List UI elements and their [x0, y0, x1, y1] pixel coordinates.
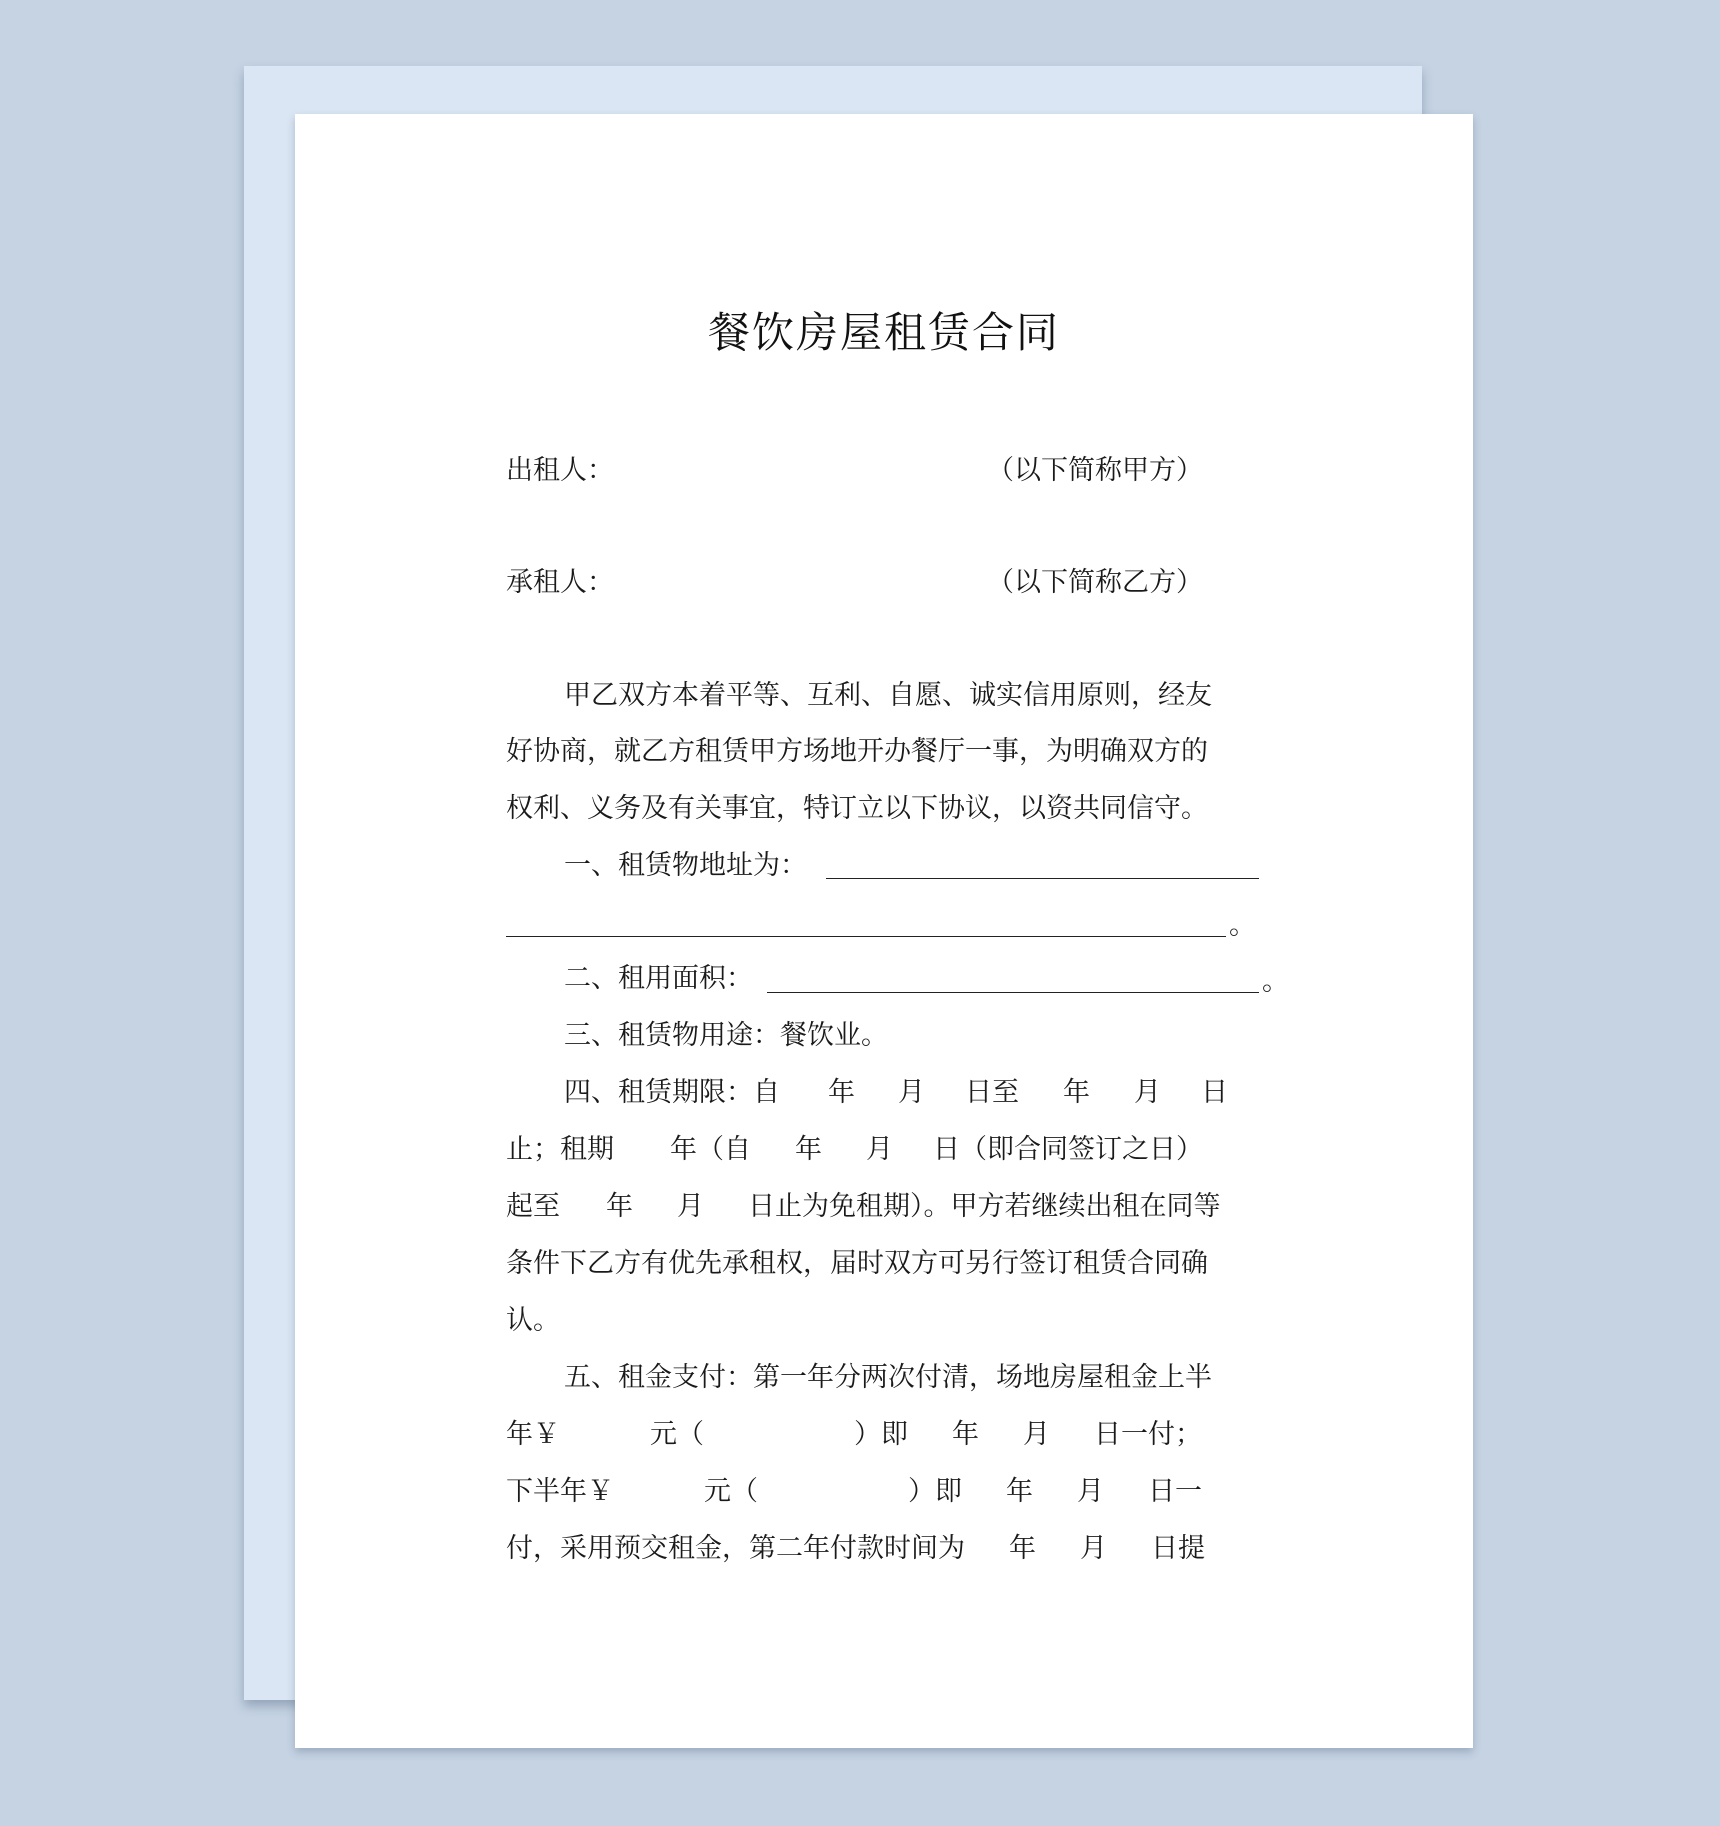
clause5-l3-f: 日一: [1148, 1476, 1202, 1507]
clause4-line-4: 条件下乙方有优先承租权，届时双方可另行签订租赁合同确: [506, 1248, 1208, 1279]
clause5-l3-c: ）即: [908, 1476, 962, 1507]
clause5-line-1: 五、租金支付：第一年分两次付清，场地房屋租金上半: [564, 1362, 1212, 1393]
clause4-line-3: [506, 1193, 1221, 1220]
clause4-l2-e: 日（即合同签订之日）: [933, 1134, 1203, 1165]
clause4-l3-b: 年: [606, 1191, 633, 1222]
clause5-l3-d: 年: [1006, 1476, 1033, 1507]
clause4-l2-a: 止；租期: [506, 1134, 614, 1165]
clause4-line-5: 认。: [506, 1305, 560, 1336]
area-field[interactable]: [767, 992, 1259, 993]
intro-line-1: 甲乙双方本着平等、互利、自愿、诚实信用原则，经友: [564, 680, 1212, 711]
lessor-label: 出租人：: [506, 455, 614, 486]
clause4-l1-d: 日至: [965, 1077, 1019, 1108]
document-title: 餐饮房屋租赁合同: [707, 308, 1060, 357]
address-field-1[interactable]: [826, 878, 1259, 879]
clause4-l1-a: 四、租赁期限：自: [564, 1077, 780, 1108]
clause5-l4-c: 月: [1080, 1533, 1107, 1564]
clause2-end: 。: [1262, 966, 1289, 997]
clause3-text: 三、租赁物用途：餐饮业。: [564, 1020, 888, 1051]
intro-line-3: 权利、义务及有关事宜，特订立以下协议，以资共同信守。: [506, 793, 1208, 824]
clause4-l3-c: 月: [677, 1191, 704, 1222]
clause5-line-4: [506, 1535, 1205, 1562]
clause1-label: 一、租赁物地址为：: [564, 850, 807, 881]
clause5-l4-d: 日提: [1151, 1533, 1205, 1564]
clause4-line-2: [506, 1136, 1203, 1163]
clause5-l4-a: 付，采用预交租金，第二年付款时间为: [506, 1533, 965, 1564]
clause4-l1-f: 月: [1134, 1077, 1161, 1108]
clause5-l2-e: 月: [1023, 1419, 1050, 1450]
clause1-end: 。: [1229, 910, 1256, 941]
clause5-l3-a: 下半年￥: [506, 1476, 614, 1507]
lessee-label: 承租人：: [506, 567, 614, 598]
contract-page: [295, 114, 1473, 1748]
clause4-l2-b: 年（自: [670, 1134, 751, 1165]
clause4-l1-g: 日: [1201, 1077, 1228, 1108]
clause5-l2-c: ）即: [854, 1419, 908, 1450]
clause5-l3-e: 月: [1077, 1476, 1104, 1507]
clause4-l1-b: 年: [828, 1077, 855, 1108]
address-field-2[interactable]: [506, 936, 1226, 937]
clause5-line-2: [506, 1421, 1202, 1448]
clause5-line-3: [506, 1478, 1202, 1505]
lessee-alias: （以下简称乙方）: [987, 567, 1203, 598]
clause5-l2-b: 元（: [650, 1419, 704, 1450]
clause2-label: 二、租用面积：: [564, 963, 753, 994]
clause5-l4-b: 年: [1009, 1533, 1036, 1564]
clause4-line-1: [564, 1079, 1228, 1106]
clause4-l3-d: 日止为免租期）。甲方若继续出租在同等: [748, 1191, 1221, 1222]
clause5-l3-b: 元（: [704, 1476, 758, 1507]
lessor-alias: （以下简称甲方）: [987, 455, 1203, 486]
clause4-l2-d: 月: [866, 1134, 893, 1165]
clause5-l2-f: 日一付；: [1094, 1419, 1202, 1450]
clause4-l1-c: 月: [898, 1077, 925, 1108]
clause4-l2-c: 年: [795, 1134, 822, 1165]
intro-line-2: 好协商，就乙方租赁甲方场地开办餐厅一事，为明确双方的: [506, 736, 1208, 767]
clause4-l1-e: 年: [1063, 1077, 1090, 1108]
clause5-l2-d: 年: [952, 1419, 979, 1450]
clause5-l2-a: 年￥: [506, 1419, 560, 1450]
clause4-l3-a: 起至: [506, 1191, 560, 1222]
